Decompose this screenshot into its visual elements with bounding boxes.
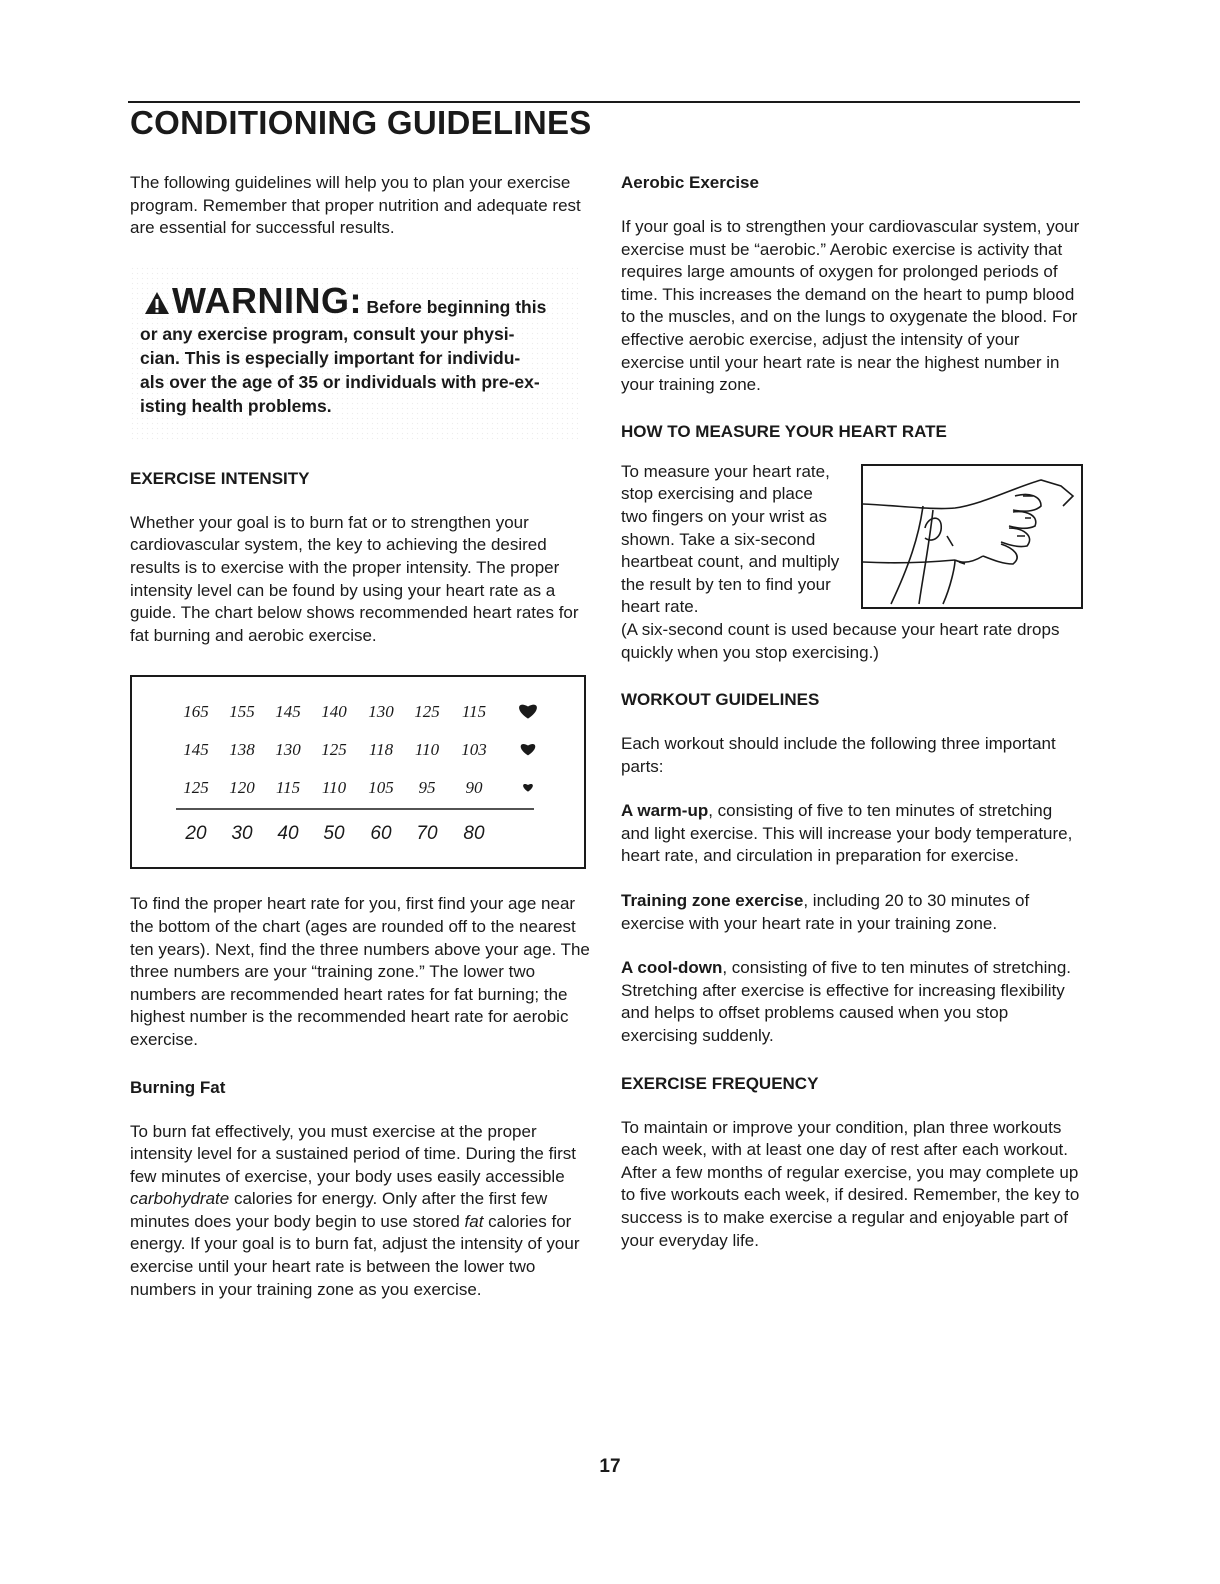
warmup-lead: A warm-up	[621, 801, 709, 821]
left-column	[130, 172, 592, 1301]
aerobic-text: If your goal is to strengthen your cardiovascular system, your exercise must be “aerobic.” Aerobic exercise is activity that requires large amounts of oxygen for prolonged periods of time. This increases the demand on the heart to pump blood to the muscles, and on the lungs to oxygenate the blood. For effective aerobic exercise, adjust the intensity of your exercise until your heart rate is near the highest number in your training zone.	[621, 217, 1080, 395]
page-number: 17	[599, 1456, 621, 1477]
chart-value: 110	[321, 778, 347, 798]
age-label: 70	[416, 823, 438, 845]
age-label: 40	[277, 823, 299, 845]
burning-fat-text-b: calories for energy. Only after the first few minutes does your body begin to use stored	[130, 1189, 548, 1231]
measure-text-after: (A six-second count is used because your heart rate drops quickly when you stop exercising.)	[621, 619, 1060, 662]
chart-value: 105	[368, 778, 394, 798]
aerobic-heading: Aerobic Exercise	[621, 173, 759, 192]
intro-paragraph: The following guidelines will help you to plan your exercise program. Remember that proper nutrition and adequate rest are essential for successful results.	[130, 173, 581, 238]
wrist-pulse-illustration	[861, 464, 1083, 609]
frequency-heading: EXERCISE FREQUENCY	[621, 1073, 819, 1093]
age-label: 30	[231, 823, 253, 845]
cooldown-text: , consisting of five to ten minutes of stretching. Stretching after exercise is effective for increasing flexibility and helps to offset problems caused when you stop exercising suddenly.	[621, 958, 1072, 1046]
workout-item-warmup	[621, 800, 1083, 868]
chart-value: 90	[465, 778, 483, 798]
warmup-text: , consisting of five to ten minutes of stretching and light exercise. This will increase your body temperature, heart rate, and circulation in preparation for exercise.	[621, 801, 1073, 866]
heart-icon	[521, 744, 536, 755]
workout-item-training	[621, 890, 1083, 935]
heart-rate-chart-svg	[132, 677, 584, 867]
right-column	[621, 172, 1083, 1252]
age-label: 60	[370, 823, 392, 845]
warning-label: WARNING:	[172, 279, 362, 321]
chart-value: 118	[368, 740, 394, 760]
hand-wrist-icon	[863, 466, 1081, 607]
chart-explanation: To find the proper heart rate for you, first find your age near the bottom of the chart (ages are rounded off to the nearest ten years). Next, find the three numbers above your age. The three numbers are your “training zone.” The lower two numbers are recommended heart rates for fat burning; the highest number is the recommended heart rate for aerobic exercise.	[130, 894, 590, 1049]
chart-value: 130	[275, 740, 301, 760]
chart-value: 103	[461, 740, 487, 760]
fat-emphasis: fat	[464, 1211, 484, 1231]
warning-line: als over the age of 35 or individuals with pre-ex-	[140, 371, 540, 392]
chart-value: 155	[229, 702, 255, 722]
warning-line: cian. This is especially important for individu-	[140, 347, 521, 368]
measure-heading: HOW TO MEASURE YOUR HEART RATE	[621, 421, 947, 441]
chart-value: 140	[321, 702, 347, 722]
chart-value: 125	[183, 778, 209, 798]
page-title: CONDITIONING GUIDELINES	[130, 104, 592, 141]
chart-value: 115	[461, 702, 487, 722]
chart-value: 120	[229, 778, 255, 798]
workout-item-cooldown	[621, 957, 1083, 1047]
chart-value: 110	[414, 740, 440, 760]
heart-icon	[519, 705, 537, 719]
workout-intro: Each workout should include the following three important parts:	[621, 734, 1056, 776]
burning-fat-heading: Burning Fat	[130, 1077, 226, 1097]
age-label: 20	[185, 823, 207, 845]
chart-value: 145	[275, 702, 301, 722]
training-lead: Training zone exercise	[621, 891, 804, 911]
burning-fat-text-c: calories for energy. If your goal is to burn fat, adjust the intensity of your exercise until your heart rate is between the lower two numbers in your training zone as you exercise.	[130, 1211, 580, 1299]
warning-box	[130, 266, 578, 442]
chart-value: 125	[414, 702, 440, 722]
chart-value: 125	[321, 740, 347, 760]
heart-rate-chart	[130, 675, 586, 869]
age-label: 50	[323, 823, 345, 845]
heart-icon	[523, 784, 533, 792]
workout-heading: WORKOUT GUIDELINES	[621, 690, 820, 710]
frequency-text: To maintain or improve your condition, plan three workouts each week, with at least one day of rest after each workout. After a few months of regular exercise, you may complete up to five workouts each week, if desired. Remember, the key to success is to make exercise a regular and enjoyable part of your everyday life.	[621, 1117, 1080, 1250]
chart-value: 115	[275, 778, 301, 798]
chart-value: 145	[183, 740, 209, 760]
exercise-intensity-text: Whether your goal is to burn fat or to strengthen your cardiovascular system, the key to achieving the desired results is to exercise with the proper intensity. The proper intensity level can be found by using your heart rate as a guide. The chart below shows recommended heart rates for fat burning and aerobic exercise.	[130, 512, 579, 645]
chart-value: 138	[229, 740, 255, 760]
warning-text-first: Before beginning this	[366, 296, 547, 317]
cooldown-lead: A cool-down	[621, 958, 723, 978]
chart-value: 165	[183, 702, 209, 722]
training-text: , including 20 to 30 minutes of exercise with your heart rate in your training zone.	[621, 891, 1030, 933]
chart-value: 130	[368, 702, 394, 722]
warning-line: isting health problems.	[140, 395, 332, 416]
title-rule	[128, 101, 1080, 103]
measure-figure-row	[621, 461, 1083, 619]
warning-line: or any exercise program, consult your physi-	[140, 323, 515, 344]
warning-triangle-icon	[144, 291, 170, 315]
measure-text-side: To measure your heart rate, stop exercising and place two fingers on your wrist as shown. Take a six-second heartbeat count, and multiply the result by ten to find your heart rate.	[621, 461, 840, 617]
chart-value: 95	[418, 778, 436, 798]
burning-fat-text-a: To burn fat effectively, you must exercise at the proper intensity level for a sustained period of time. During the first few minutes of exercise, your body uses easily accessible	[130, 1121, 576, 1186]
burning-fat-text	[130, 1121, 592, 1302]
exercise-intensity-heading: EXERCISE INTENSITY	[130, 468, 310, 488]
age-label: 80	[463, 823, 485, 845]
carbohydrate-emphasis: carbohydrate	[130, 1189, 230, 1209]
